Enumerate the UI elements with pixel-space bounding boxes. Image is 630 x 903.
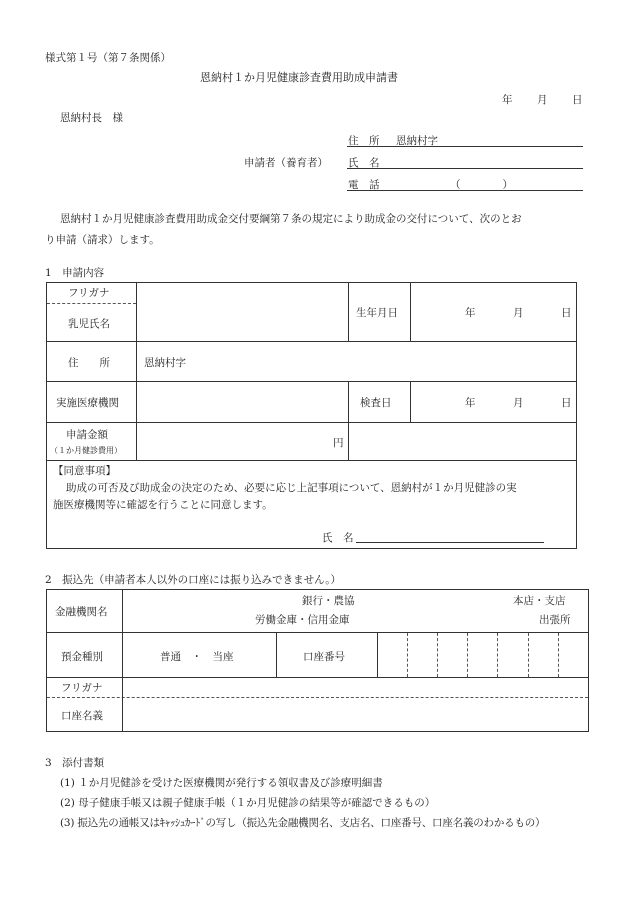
applicant-address-value: 恩納村字 <box>396 135 438 147</box>
applicant-label: 申請者（養育者） <box>244 157 328 169</box>
page-title: 恩納村１か月児健康診査費用助成申請書 <box>200 71 398 84</box>
branch-type-1: 本店・支店 <box>513 595 566 607</box>
deposit-type-label: 預金種別 <box>61 651 103 663</box>
intro-line-2: り申請（請求）します。 <box>45 234 160 246</box>
child-name-label: 乳児氏名 <box>68 318 110 330</box>
account-furigana-field[interactable] <box>123 678 588 696</box>
child-name-field[interactable] <box>137 304 347 340</box>
bank-name-label: 金融機関名 <box>55 606 108 618</box>
form-number: 様式第１号（第７条関係） <box>45 52 171 64</box>
date-month-label: 月 <box>537 94 548 106</box>
date-year-label: 年 <box>502 94 513 106</box>
attachment-item-1: (1) １か月児健診を受けた医療機関が発行する領収書及び診療明細書 <box>60 777 383 789</box>
applicant-phone-line[interactable] <box>347 190 583 191</box>
date-day-label: 日 <box>572 94 583 106</box>
exam-month-label: 月 <box>513 397 524 409</box>
applicant-address-label: 住 所 <box>348 135 380 147</box>
applicant-phone-label: 電 話 <box>348 179 380 191</box>
applicant-name-line[interactable] <box>347 168 583 169</box>
exam-day-label: 日 <box>561 397 572 409</box>
bank-type-1: 銀行・農協 <box>302 595 355 607</box>
account-name-field[interactable] <box>123 698 588 731</box>
attachment-item-2: (2) 母子健康手帳又は親子健康手帳（１か月児健診の結果等が確認できるもの） <box>60 797 436 809</box>
applicant-phone-parens: （ ） <box>450 179 513 191</box>
bank-type-2: 労働金庫・信用金庫 <box>255 614 350 626</box>
account-name-label: 口座名義 <box>61 710 103 722</box>
exam-date-label: 検査日 <box>360 397 392 409</box>
account-number-field[interactable] <box>378 633 588 676</box>
amount-label: 申請金額 <box>66 429 108 441</box>
furigana-divider <box>47 303 136 304</box>
amount-unit[interactable]: 円 <box>333 437 344 449</box>
account-furigana-label: フリガナ <box>61 682 103 694</box>
deposit-options[interactable]: 普通 ・ 当座 <box>160 651 234 663</box>
branch-type-2: 出張所 <box>539 614 571 626</box>
birth-day-label: 日 <box>561 307 572 319</box>
facility-label: 実施医療機関 <box>56 397 119 409</box>
section1-heading: 1 申請内容 <box>45 267 105 279</box>
amount-sublabel: （１か月健診費用） <box>50 446 122 455</box>
consent-line-1: 助成の可否及び助成金の決定のため、必要に応じ上記事項について、恩納村が１か月児健診の実 <box>66 482 517 494</box>
addressee: 恩納村長 様 <box>60 112 123 124</box>
applicant-name-label: 氏 名 <box>348 157 380 169</box>
attachment-item-3: (3) 振込先の通帳又はｷｬｯｼｭｶｰﾄﾞの写し（振込先金融機関名、支店名、口座番号、口座名義のわかるもの） <box>60 817 546 829</box>
birth-year-label: 年 <box>465 307 476 319</box>
consent-heading: 【同意事項】 <box>53 465 116 477</box>
child-furigana-field[interactable] <box>137 284 347 302</box>
consent-line-2: 施医療機関等に確認を行うことに同意します。 <box>53 499 273 511</box>
intro-line-1: 恩納村１か月児健康診査費用助成金交付要綱第７条の規定により助成金の交付について、次のとお <box>60 213 522 225</box>
signature-line[interactable] <box>356 542 544 543</box>
section2-heading: 2 振込先（申請者本人以外の口座には振り込みできません。） <box>45 574 342 586</box>
account-number-label: 口座番号 <box>303 651 345 663</box>
birthdate-label: 生年月日 <box>356 307 398 319</box>
child-address-label: 住 所 <box>68 357 110 369</box>
section3-heading: 3 添付書類 <box>45 757 105 769</box>
applicant-address-line[interactable] <box>347 146 583 147</box>
signature-label: 氏 名 <box>322 532 354 544</box>
birth-month-label: 月 <box>513 307 524 319</box>
child-furigana-label: フリガナ <box>68 287 110 299</box>
facility-field[interactable] <box>137 382 347 421</box>
exam-year-label: 年 <box>465 397 476 409</box>
child-address-value[interactable]: 恩納村字 <box>144 357 186 369</box>
